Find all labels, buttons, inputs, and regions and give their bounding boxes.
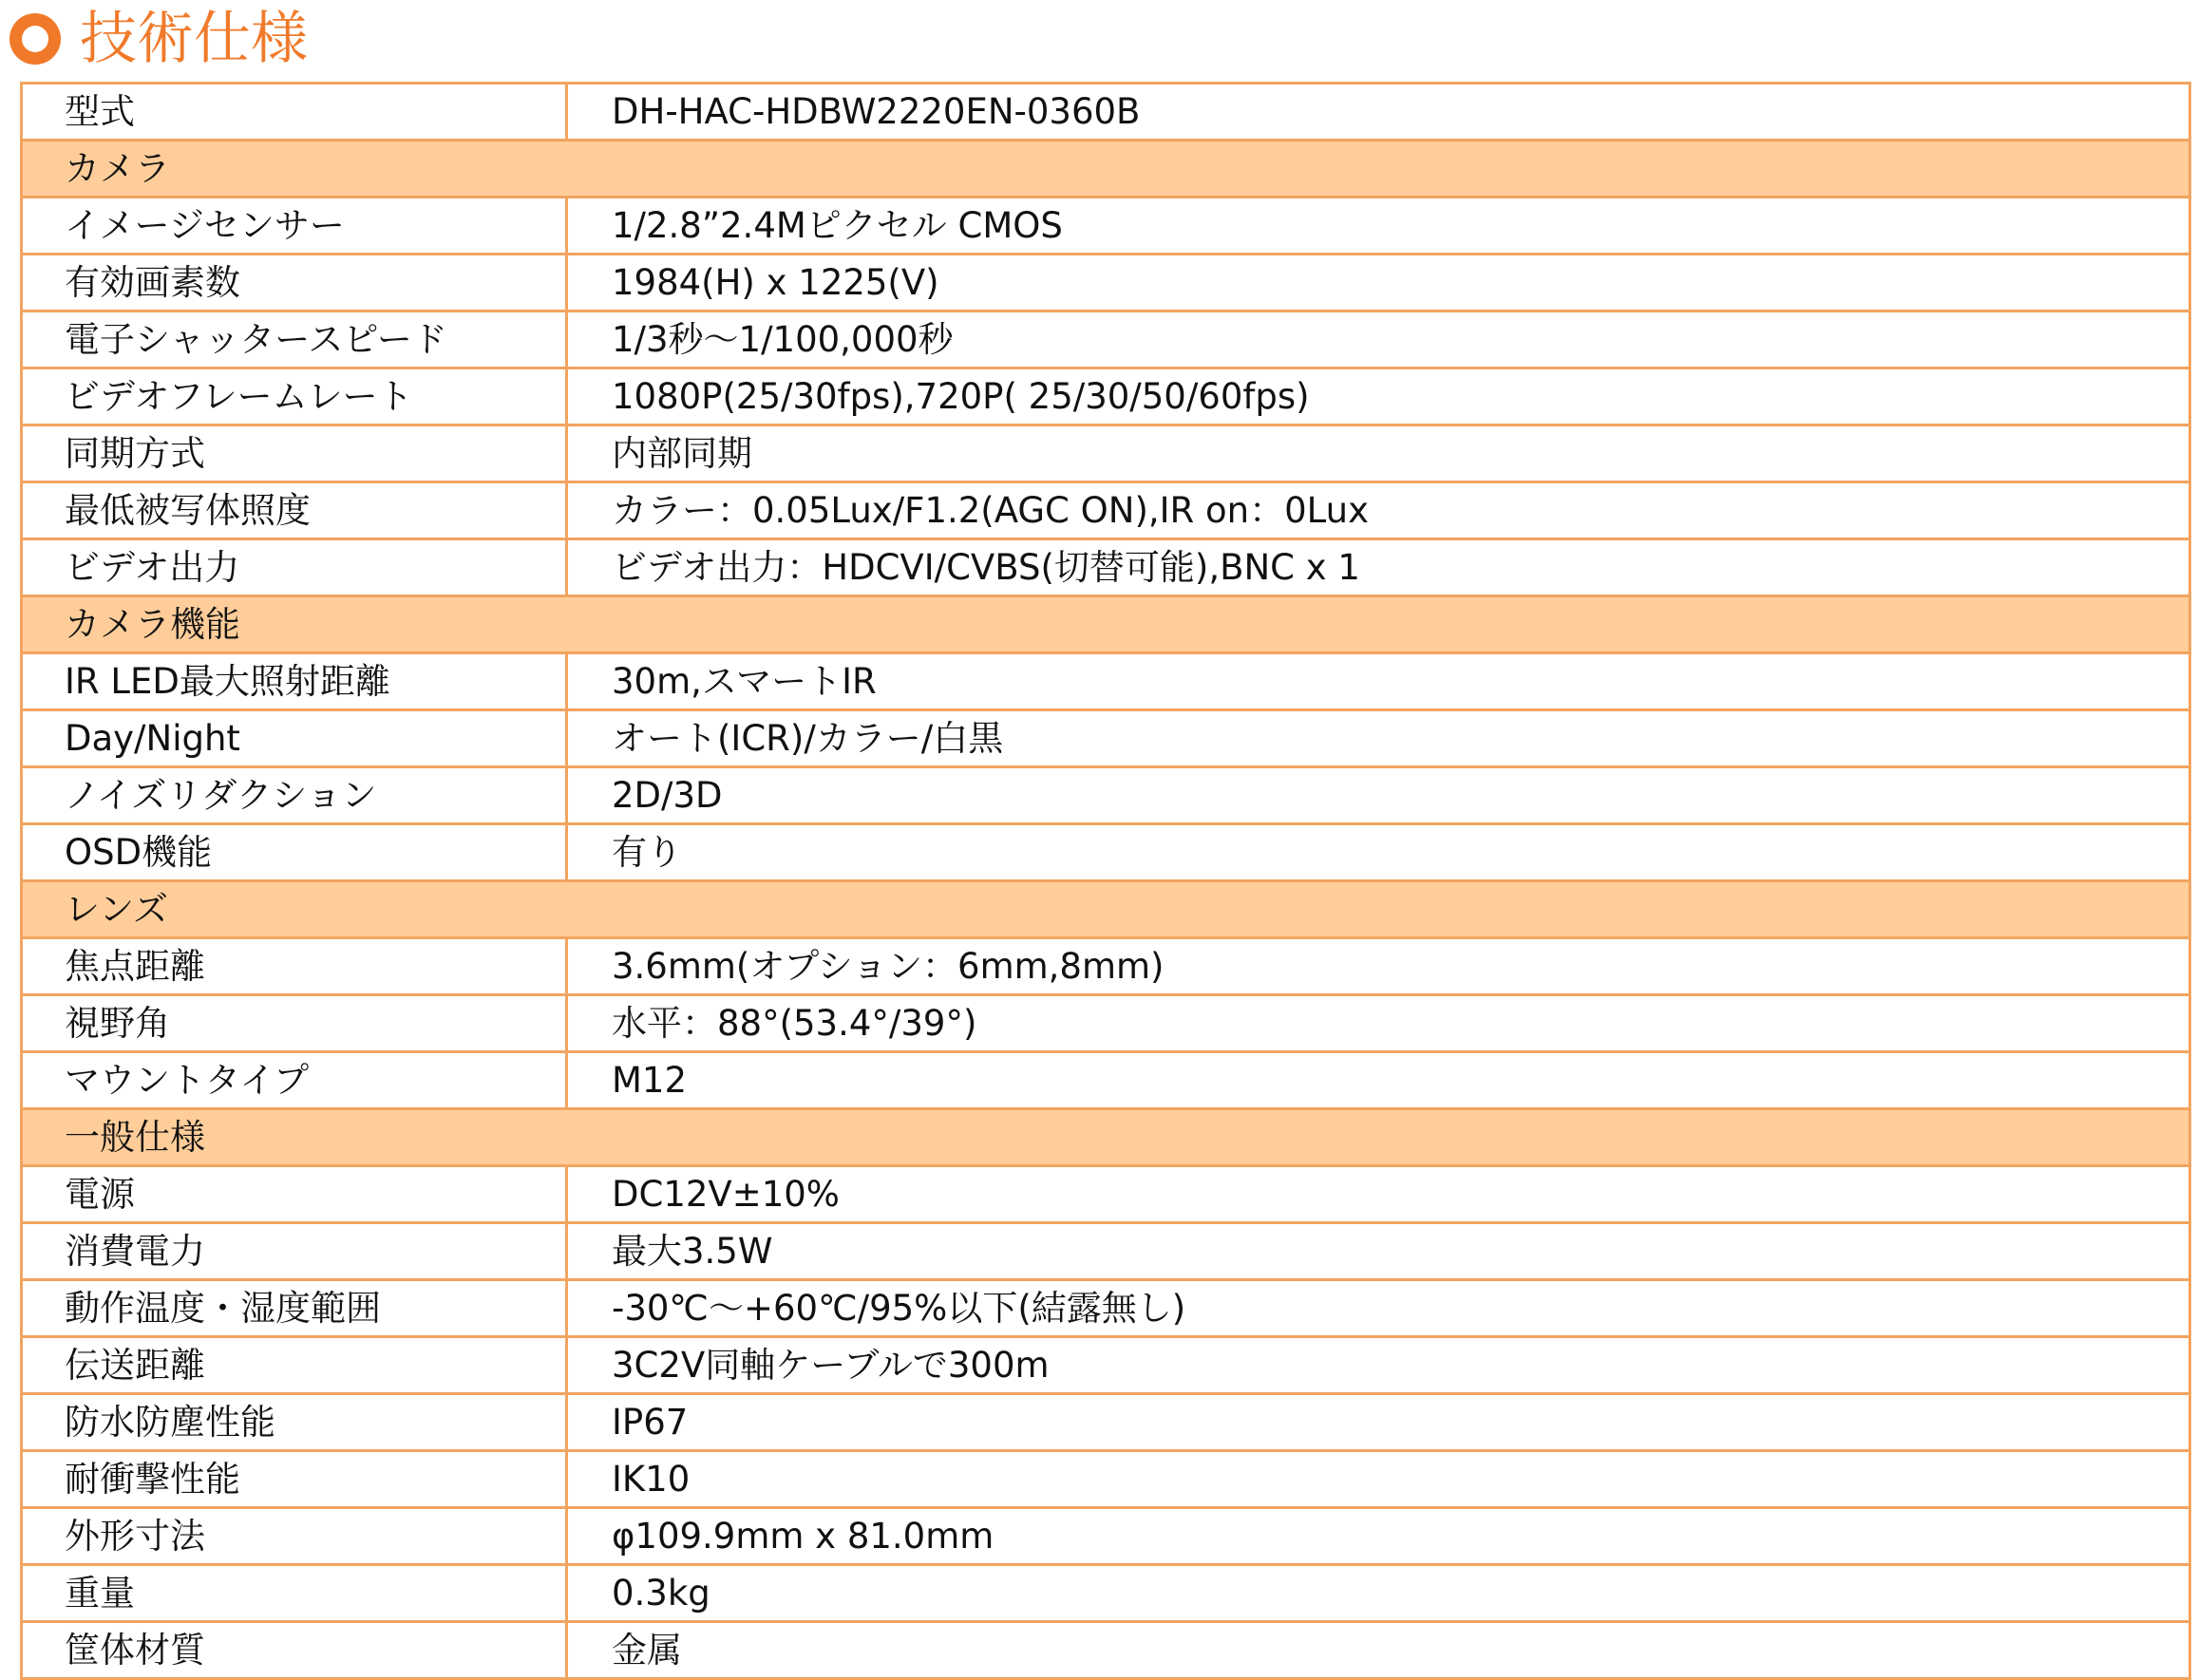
circle-bullet-icon <box>9 13 61 65</box>
spec-value: 最大3.5W <box>567 1223 2190 1280</box>
page-title: 技術仕様 <box>80 6 308 72</box>
spec-value: DC12V±10% <box>567 1166 2190 1223</box>
spec-row <box>22 539 2190 596</box>
spec-row <box>22 1622 2190 1679</box>
spec-label: 防水防塵性能 <box>22 1394 567 1451</box>
spec-value: ビデオ出力：HDCVI/CVBS(切替可能),BNC x 1 <box>567 539 2190 596</box>
spec-row <box>22 1280 2190 1337</box>
spec-table <box>20 82 2191 1680</box>
spec-value: φ109.9mm x 81.0mm <box>567 1508 2190 1565</box>
section-title: カメラ <box>22 141 2190 198</box>
spec-row <box>22 1052 2190 1109</box>
spec-row <box>22 482 2190 539</box>
spec-label: Day/Night <box>22 710 567 767</box>
spec-row <box>22 938 2190 995</box>
section-row <box>22 1109 2190 1166</box>
spec-row <box>22 653 2190 710</box>
spec-value: 3C2V同軸ケーブルで300m <box>567 1337 2190 1394</box>
spec-value: 内部同期 <box>567 425 2190 482</box>
spec-header <box>9 6 308 72</box>
spec-row <box>22 1394 2190 1451</box>
spec-row <box>22 255 2190 311</box>
spec-value: IK10 <box>567 1451 2190 1508</box>
spec-label: 伝送距離 <box>22 1337 567 1394</box>
section-row <box>22 881 2190 938</box>
spec-row <box>22 1166 2190 1223</box>
spec-row <box>22 1565 2190 1622</box>
spec-label: 電子シャッタースピード <box>22 311 567 368</box>
spec-label: 視野角 <box>22 995 567 1052</box>
section-title: カメラ機能 <box>22 596 2190 653</box>
spec-value: 1080P(25/30fps),720P( 25/30/50/60fps) <box>567 368 2190 425</box>
spec-label: IR LED最大照射距離 <box>22 653 567 710</box>
section-row <box>22 596 2190 653</box>
spec-value: IP67 <box>567 1394 2190 1451</box>
spec-label: OSD機能 <box>22 824 567 881</box>
spec-value: カラー：0.05Lux/F1.2(AGC ON),IR on：0Lux <box>567 482 2190 539</box>
spec-row <box>22 1337 2190 1394</box>
spec-value: DH-HAC-HDBW2220EN-0360B <box>567 84 2190 141</box>
spec-row <box>22 311 2190 368</box>
spec-value: 有り <box>567 824 2190 881</box>
spec-row <box>22 84 2190 141</box>
spec-label: 同期方式 <box>22 425 567 482</box>
spec-value: 1984(H) x 1225(V) <box>567 255 2190 311</box>
spec-row <box>22 1451 2190 1508</box>
spec-row <box>22 368 2190 425</box>
spec-value: 0.3kg <box>567 1565 2190 1622</box>
spec-value: 水平：88°(53.4°/39°) <box>567 995 2190 1052</box>
spec-label: マウントタイプ <box>22 1052 567 1109</box>
spec-label: イメージセンサー <box>22 198 567 255</box>
spec-label: ビデオフレームレート <box>22 368 567 425</box>
spec-value: 1/3秒〜1/100,000秒 <box>567 311 2190 368</box>
spec-value: オート(ICR)/カラー/白黒 <box>567 710 2190 767</box>
spec-row <box>22 425 2190 482</box>
spec-value: 30m,スマートIR <box>567 653 2190 710</box>
spec-value: M12 <box>567 1052 2190 1109</box>
spec-label: 焦点距離 <box>22 938 567 995</box>
section-row <box>22 141 2190 198</box>
spec-row <box>22 710 2190 767</box>
spec-label: ノイズリダクション <box>22 767 567 824</box>
spec-table-body <box>22 84 2190 1679</box>
spec-value: 3.6mm(オプション：6mm,8mm) <box>567 938 2190 995</box>
spec-label: 型式 <box>22 84 567 141</box>
spec-label: ビデオ出力 <box>22 539 567 596</box>
spec-row <box>22 1223 2190 1280</box>
spec-label: 筐体材質 <box>22 1622 567 1679</box>
spec-label: 外形寸法 <box>22 1508 567 1565</box>
spec-value: 2D/3D <box>567 767 2190 824</box>
spec-row <box>22 767 2190 824</box>
section-title: レンズ <box>22 881 2190 938</box>
spec-label: 最低被写体照度 <box>22 482 567 539</box>
spec-label: 動作温度・湿度範囲 <box>22 1280 567 1337</box>
section-title: 一般仕様 <box>22 1109 2190 1166</box>
spec-row <box>22 198 2190 255</box>
spec-row <box>22 1508 2190 1565</box>
spec-value: 金属 <box>567 1622 2190 1679</box>
spec-row <box>22 824 2190 881</box>
spec-label: 耐衝撃性能 <box>22 1451 567 1508</box>
spec-label: 有効画素数 <box>22 255 567 311</box>
spec-row <box>22 995 2190 1052</box>
spec-label: 重量 <box>22 1565 567 1622</box>
spec-value: 1/2.8”2.4Mピクセル CMOS <box>567 198 2190 255</box>
spec-label: 電源 <box>22 1166 567 1223</box>
spec-value: -30℃〜+60℃/95%以下(結露無し) <box>567 1280 2190 1337</box>
spec-label: 消費電力 <box>22 1223 567 1280</box>
